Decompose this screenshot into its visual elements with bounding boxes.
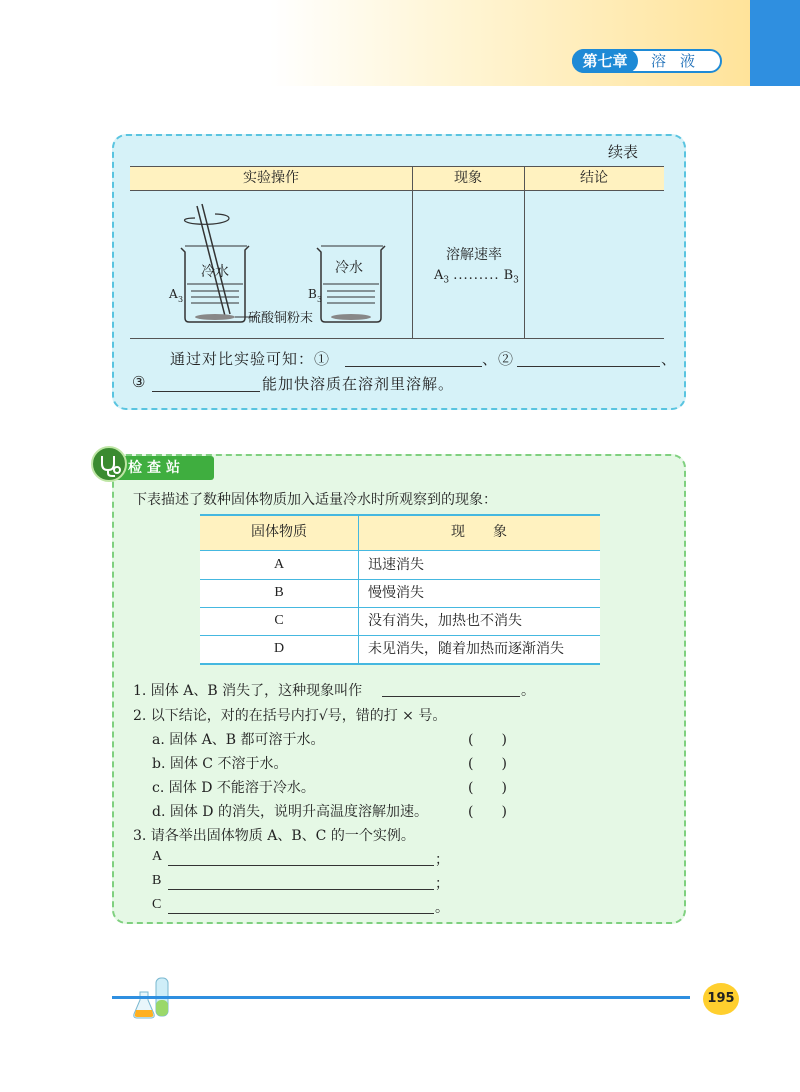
q2-bracket-b[interactable]: ( ) — [468, 756, 507, 772]
rate-dots: ......... — [453, 268, 500, 283]
rate-right-sub: 3 — [513, 275, 519, 286]
blank-q3-c[interactable] — [168, 913, 434, 914]
solids-row-c-phenomenon: 没有消失，加热也不消失 — [368, 613, 522, 629]
rate-right: B — [503, 268, 514, 283]
table-rule-bottom — [130, 338, 664, 339]
q3-end-b: ； — [435, 876, 449, 892]
beaker-a-label: A — [169, 287, 178, 301]
powder-label: 硫酸铜粉末 — [248, 311, 314, 326]
solids-row-a-solid: A — [273, 557, 285, 572]
solids-header-solid: 固体物质 — [251, 524, 307, 540]
header-blue-strip — [750, 0, 800, 86]
blank-1[interactable] — [345, 366, 482, 367]
rate-comparison — [434, 268, 519, 286]
table-rule-header — [130, 190, 664, 191]
question-3: 3. 请各举出固体物质 A、B、C 的一个实例。 — [133, 828, 415, 844]
q2-item-a: a. 固体 A、B 都可溶于水。 — [152, 732, 325, 748]
blank-3[interactable] — [152, 391, 260, 392]
q2-item-d: d. 固体 D 的消失，说明升高温度溶解加速。 — [152, 804, 428, 820]
footer-rule — [112, 996, 690, 999]
beaker-b-water-label: 冷水 — [335, 260, 363, 276]
beaker-b-icon — [317, 246, 385, 322]
conclusion-sep1: 、② — [482, 350, 515, 368]
solids-row-a-phenomenon: 迅速消失 — [368, 557, 424, 573]
table-col-divider — [412, 166, 413, 338]
phenomenon-title: 溶解速率 — [446, 247, 502, 263]
header-gradient-band — [270, 0, 750, 86]
q3-label-b: B — [152, 873, 162, 888]
check-intro: 下表描述了数种固体物质加入适量冷水时所观察到的现象： — [133, 492, 497, 508]
blank-q3-b[interactable] — [168, 889, 434, 890]
solids-row-d-phenomenon: 未见消失，随着加热而逐渐消失 — [368, 641, 564, 657]
conclusion-line1: 通过对比实验可知：① — [170, 350, 331, 368]
q3-label-a: A — [152, 849, 163, 864]
solids-rule-bottom — [200, 663, 600, 665]
continued-label: 续表 — [608, 143, 639, 161]
q2-bracket-d[interactable]: ( ) — [468, 804, 507, 820]
solids-rule-top — [200, 514, 600, 516]
stirring-rod-icon — [185, 204, 230, 316]
check-station-title: 检查站 — [104, 456, 214, 480]
blank-2[interactable] — [517, 366, 660, 367]
q2-bracket-c[interactable]: ( ) — [468, 780, 507, 796]
q2-bracket-a[interactable]: ( ) — [468, 732, 507, 748]
question-2: 2. 以下结论，对的在括号内打√号，错的打 × 号。 — [133, 708, 447, 724]
col-header-operation: 实验操作 — [243, 170, 299, 186]
question-1-end: 。 — [521, 683, 535, 699]
conclusion-num3: ③ — [132, 373, 147, 391]
col-header-conclusion: 结论 — [580, 170, 608, 186]
rate-left-sub: 3 — [443, 275, 450, 286]
rate-left: A — [434, 268, 444, 283]
solids-row-b-phenomenon: 慢慢消失 — [368, 585, 424, 601]
table-col-divider — [524, 166, 525, 338]
conclusion-tail: 能加快溶质在溶剂里溶解。 — [262, 375, 455, 393]
q3-end-a: ； — [435, 852, 449, 868]
solids-header-phenomenon: 现 象 — [451, 524, 507, 540]
chapter-label: 第七章 — [572, 49, 638, 73]
blank-q1[interactable] — [382, 696, 520, 697]
beaker-b-label: B — [308, 287, 317, 301]
blank-q3-a[interactable] — [168, 865, 434, 866]
solids-row-d-solid: D — [273, 641, 285, 656]
question-1: 1. 固体 A、B 消失了，这种现象叫作 — [133, 683, 363, 699]
beaker-diagram — [165, 196, 405, 336]
solids-row-c-solid: C — [274, 613, 284, 628]
q2-item-c: c. 固体 D 不能溶于冷水。 — [152, 780, 315, 796]
stethoscope-icon — [91, 446, 127, 482]
q3-label-c: C — [152, 897, 162, 912]
chapter-name: 溶液 — [650, 52, 709, 70]
page-number: 195 — [703, 983, 739, 1015]
beaker-a-subscript: 3 — [178, 295, 184, 304]
stethoscope-icon-glyph — [93, 448, 125, 480]
col-header-phenomenon: 现象 — [454, 170, 482, 186]
q3-end-c: 。 — [435, 900, 449, 916]
beaker-b-subscript: 3 — [317, 295, 323, 304]
beaker-a-water-label: 冷水 — [201, 264, 229, 280]
solids-row-b-solid: B — [274, 585, 284, 600]
conclusion-sep-end: 、 — [661, 350, 678, 368]
q2-item-b: b. 固体 C 不溶于水。 — [152, 756, 288, 772]
